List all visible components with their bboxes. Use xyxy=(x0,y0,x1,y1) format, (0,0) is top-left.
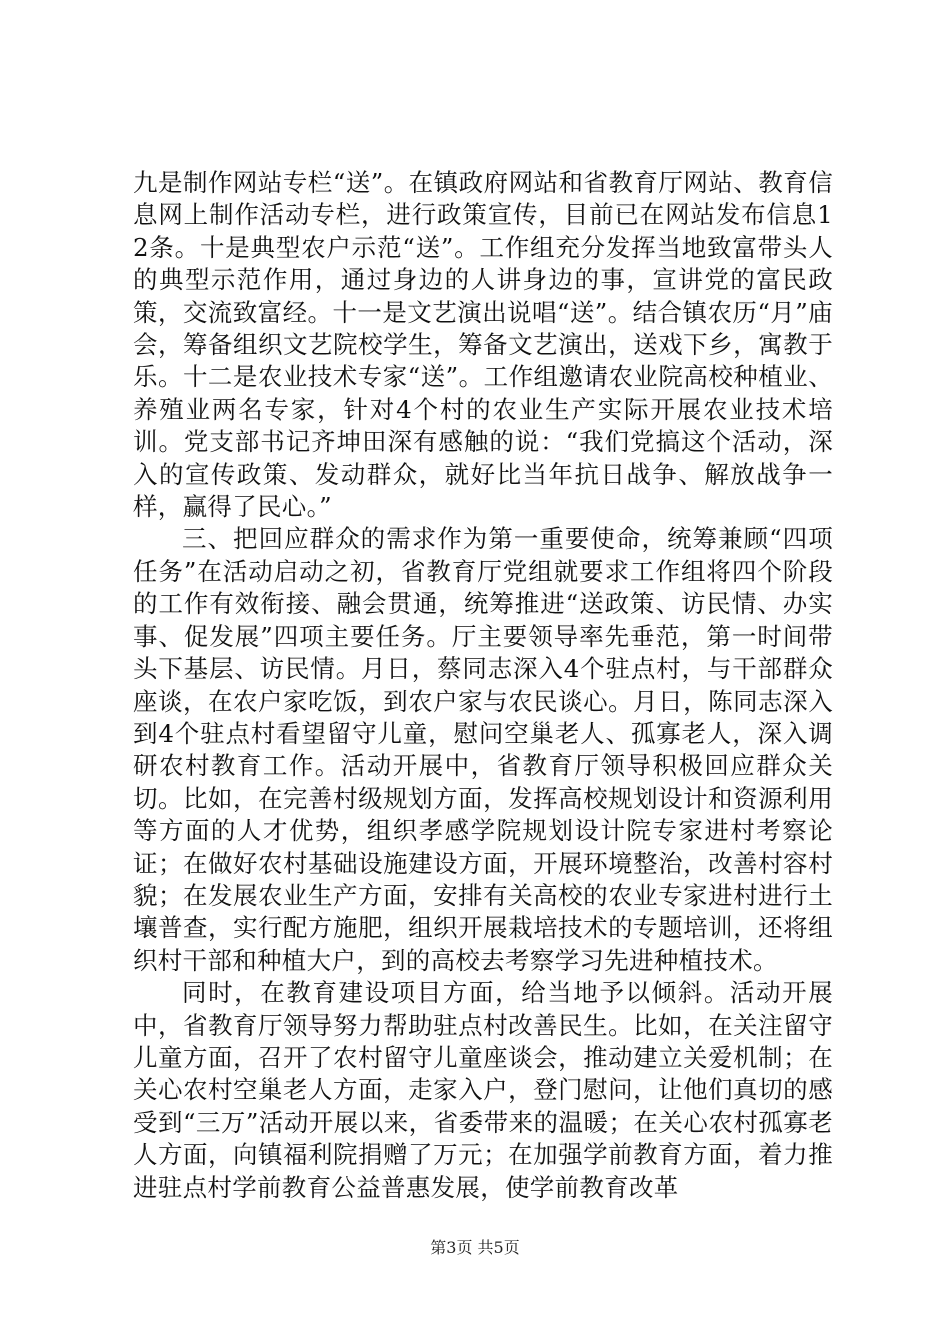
paragraph-2: 三、把回应群众的需求作为第一重要使命，统筹兼顾“四项任务”在活动启动之初，省教育厅党组就要求工作组将四个阶段的工作有效衔接、融会贯通，统筹推进“送政策、访民情、办实事、促发展”四项主要任务。厅主要领导率先垂范，第一时间带头下基层、访民情。月日，蔡同志深入4个驻点村，与干部群众座谈，在农户家吃饭，到农户家与农民谈心。月日，陈同志深入到4个驻点村看望留守儿童，慰问空巢老人、孤寡老人，深入调研农村教育工作。活动开展中，省教育厅领导积极回应群众关切。比如，在完善村级规划方面，发挥高校规划设计和资源利用等方面的人才优势，组织孝感学院规划设计院专家进村考察论证；在做好农村基础设施建设方面，开展环境整治，改善村容村貌；在发展农业生产方面，安排有关高校的农业专家进村进行土壤普查，实行配方施肥，组织开展栽培技术的专题培训，还将组织村干部和种植大户，到的高校去考察学习先进种植技术。 xyxy=(133,524,834,975)
document-body xyxy=(133,167,833,1204)
page-footer: 第3页 共5页 xyxy=(430,1238,520,1257)
paragraph-3: 同时，在教育建设项目方面，给当地予以倾斜。活动开展中，省教育厅领导努力帮助驻点村改善民生。比如，在关注留守儿童方面，召开了农村留守儿童座谈会，推动建立关爱机制；在关心农村空巢老人方面，走家入户，登门慰问，让他们真切的感受到“三万”活动开展以来，省委带来的温暖；在关心农村孤寡老人方面，向镇福利院捐赠了万元；在加强学前教育方面，着力推进驻点村学前教育公益普惠发展，使学前教育改革 xyxy=(133,978,833,1202)
paragraph-1: 九是制作网站专栏“送”。在镇政府网站和省教育厅网站、教育信息网上制作活动专栏，进行政策宣传，目前已在网站发布信息12条。十是典型农户示范“送”。工作组充分发挥当地致富带头人的典型示范作用，通过身边的人讲身边的事，宣讲党的富民政策，交流致富经。十一是文艺演出说唱“送”。结合镇农历“月”庙会，筹备组织文艺院校学生，筹备文艺演出，送戏下乡，寓教于乐。十二是农业技术专家“送”。工作组邀请农业院高校种植业、养殖业两名专家，针对4个村的农业生产实际开展农业技术培训。党支部书记齐坤田深有感触的说：“我们党搞这个活动，深入的宣传政策、发动群众，就好比当年抗日战争、解放战争一样，赢得了民心。” xyxy=(133,168,834,522)
